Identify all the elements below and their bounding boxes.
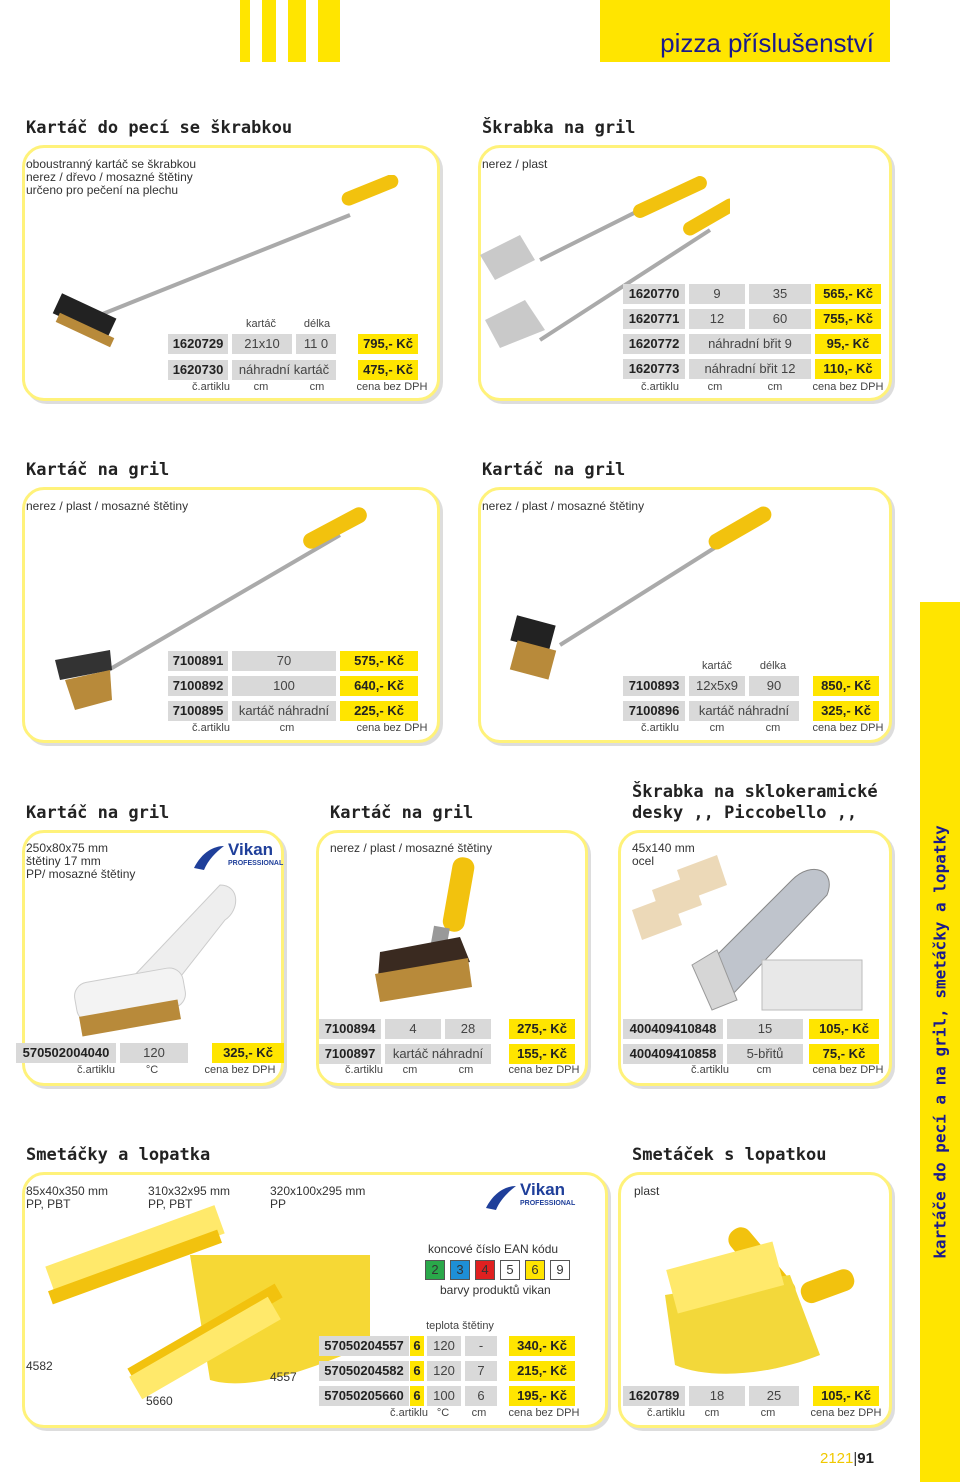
s6-r1-price: 275,- Kč <box>509 1019 575 1039</box>
s7-r2-a: 5-břitů <box>727 1044 803 1064</box>
s2-r2-a: 12 <box>689 309 745 329</box>
s8-r3-price: 195,- Kč <box>509 1386 575 1406</box>
s6-r1-size: 4 <box>385 1019 441 1039</box>
s1-foot-price: cena bez DPH <box>356 381 428 393</box>
s2-r3-code: 1620772 <box>623 334 685 354</box>
s1-r2-code: 1620730 <box>168 360 228 380</box>
s9-foot-art: č.artiklu <box>647 1407 685 1419</box>
white-grill-brush-image <box>60 880 250 1040</box>
s8-code-1: 4582 <box>26 1359 53 1373</box>
s5-foot-c: °C <box>145 1064 159 1076</box>
s9-desc: plast <box>634 1184 660 1198</box>
vikan-logo-sub: PROFESSIONAL <box>228 860 284 867</box>
ean-digit-box: 9 <box>550 1260 570 1280</box>
s3-foot-cm: cm <box>279 722 295 734</box>
s2-foot-price: cena bez DPH <box>812 381 884 393</box>
s4-r1-size: 12x5x9 <box>689 676 745 696</box>
s4-r1-len: 90 <box>749 676 799 696</box>
brush-with-dustpan-image <box>650 1215 870 1380</box>
s7-r2-code: 400409410858 <box>623 1044 723 1064</box>
s7-foot-art: č.artiklu <box>691 1064 729 1076</box>
ceramic-scraper-image <box>622 850 872 1015</box>
s2-foot-cm1: cm <box>707 381 723 393</box>
s2-r2-b: 60 <box>749 309 811 329</box>
s8-desc-1: 85x40x350 mm PP, PBT <box>26 1184 109 1211</box>
s8-r3-check: 6 <box>410 1386 424 1406</box>
s8-r3-temp: 100 <box>427 1386 461 1406</box>
s2-r4-price: 110,- Kč <box>815 359 881 379</box>
s7-heading-1: Škrabka na sklokeramické <box>632 782 878 802</box>
s7-foot-cm: cm <box>756 1064 772 1076</box>
s8-r1-len: - <box>465 1336 497 1356</box>
s8-desc-3: 320x100x295 mm PP <box>270 1184 366 1211</box>
s8-r2-check: 6 <box>410 1361 424 1381</box>
s6-desc: nerez / plast / mosazné štětiny <box>330 841 493 855</box>
s4-foot-cm2: cm <box>765 722 781 734</box>
vikan-logo-text: Vikan <box>520 1180 566 1199</box>
s2-r3-desc: náhradní břit 9 <box>689 334 811 354</box>
s5-code: 570502004040 <box>16 1043 116 1063</box>
s3-foot-art: č.artiklu <box>192 722 230 734</box>
s8-code-2: 5660 <box>146 1394 173 1408</box>
s2-r4-desc: náhradní břit 12 <box>689 359 811 379</box>
page-number <box>820 1450 874 1467</box>
ean-footer: barvy produktů vikan <box>440 1283 551 1297</box>
s4-r1-code: 7100893 <box>623 676 685 696</box>
s1-r1-price: 795,- Kč <box>358 334 418 354</box>
s8-foot-c: °C <box>436 1407 450 1419</box>
page-number-a: 2121 <box>820 1450 854 1467</box>
s4-col-kartac: kartáč <box>702 660 732 672</box>
s1-heading: Kartáč do pecí se škrabkou <box>26 118 293 138</box>
s7-r1-code: 400409410848 <box>623 1019 723 1039</box>
yellow-grill-brush-image <box>360 852 500 1017</box>
s8-foot-art: č.artiklu <box>390 1407 428 1419</box>
s3-r2-code: 7100892 <box>168 676 228 696</box>
header-bar-3 <box>288 0 306 62</box>
s7-desc: 45x140 mm ocel <box>632 841 695 868</box>
ean-title: koncové číslo EAN kódu <box>428 1242 559 1256</box>
s4-foot-cm1: cm <box>709 722 725 734</box>
s8-r1-temp: 120 <box>427 1336 461 1356</box>
grill-brush-image-2 <box>505 505 795 685</box>
vikan-logo-text: Vikan <box>228 840 274 859</box>
s2-foot-art: č.artiklu <box>641 381 679 393</box>
s4-desc: nerez / plast / mosazné štětiny <box>482 499 645 513</box>
s8-desc-2: 310x32x95 mm PP, PBT <box>148 1184 231 1211</box>
s9-foot-price: cena bez DPH <box>810 1407 882 1419</box>
s2-r3-price: 95,- Kč <box>815 334 881 354</box>
s4-foot-art: č.artiklu <box>641 722 679 734</box>
s5-foot-price: cena bez DPH <box>204 1064 276 1076</box>
s6-r1-code: 7100894 <box>319 1019 381 1039</box>
side-category-text: kartáče do pecí a na gril, smetáčky a lopatky <box>930 825 950 1259</box>
s1-r1-size: 21x10 <box>232 334 292 354</box>
s5-temp: 120 <box>120 1043 188 1063</box>
s4-col-delka: délka <box>759 660 787 672</box>
s2-r2-price: 755,- Kč <box>815 309 881 329</box>
s4-r2-code: 7100896 <box>623 701 685 721</box>
s7-r1-price: 105,- Kč <box>809 1019 879 1039</box>
s3-heading: Kartáč na gril <box>26 460 170 480</box>
s3-r3-price: 225,- Kč <box>340 701 418 721</box>
s8-r2-price: 215,- Kč <box>509 1361 575 1381</box>
s9-price: 105,- Kč <box>813 1386 879 1406</box>
s5-heading: Kartáč na gril <box>26 803 170 823</box>
s2-r1-a: 9 <box>689 284 745 304</box>
ean-digit-box: 4 <box>475 1260 495 1280</box>
s7-r1-a: 15 <box>727 1019 803 1039</box>
s8-r2-temp: 120 <box>427 1361 461 1381</box>
s2-r2-code: 1620771 <box>623 309 685 329</box>
s1-r2-price: 475,- Kč <box>358 360 418 380</box>
s2-r1-price: 565,- Kč <box>815 284 881 304</box>
s8-code-3: 4557 <box>270 1370 297 1384</box>
s3-r3-code: 7100895 <box>168 701 228 721</box>
s4-r2-desc: kartáč náhradní <box>689 701 799 721</box>
s3-r2-len: 100 <box>232 676 336 696</box>
ean-digit-box: 5 <box>500 1260 520 1280</box>
s9-a: 18 <box>689 1386 745 1406</box>
s2-heading: Škrabka na gril <box>482 118 636 138</box>
s9-foot-cm2: cm <box>760 1407 776 1419</box>
s8-r2-code: 57050204582 <box>319 1361 409 1381</box>
vikan-logo-sub: PROFESSIONAL <box>520 1200 576 1207</box>
s9-code: 1620789 <box>623 1386 685 1406</box>
s2-desc: nerez / plast <box>482 157 548 171</box>
s3-r1-price: 575,- Kč <box>340 651 418 671</box>
s1-r1-code: 1620729 <box>168 334 228 354</box>
header-bar-2 <box>262 0 276 62</box>
s1-r1-len: 11 0 <box>296 334 336 354</box>
s8-r3-len: 6 <box>465 1386 497 1406</box>
s1-col-delka: délka <box>303 318 331 330</box>
s8-heading: Smetáčky a lopatka <box>26 1145 211 1165</box>
side-category-bar <box>920 602 960 1482</box>
ean-digit-box: 3 <box>450 1260 470 1280</box>
s8-r1-price: 340,- Kč <box>509 1336 575 1356</box>
s4-r1-price: 850,- Kč <box>813 676 879 696</box>
page-number-b: 91 <box>857 1450 874 1467</box>
s7-foot-price: cena bez DPH <box>812 1064 884 1076</box>
s8-r3-code: 57050205660 <box>319 1386 409 1406</box>
s6-r2-price: 155,- Kč <box>509 1044 575 1064</box>
s6-foot-art: č.artiklu <box>345 1064 383 1076</box>
s3-desc: nerez / plast / mosazné štětiny <box>26 499 189 513</box>
s6-r1-len: 28 <box>445 1019 491 1039</box>
s9-foot-cm1: cm <box>704 1407 720 1419</box>
s2-r4-code: 1620773 <box>623 359 685 379</box>
s4-foot-price: cena bez DPH <box>812 722 884 734</box>
ean-digit-box: 6 <box>525 1260 545 1280</box>
s6-foot-cm1: cm <box>402 1064 418 1076</box>
s4-heading: Kartáč na gril <box>482 460 626 480</box>
vikan-logo-2 <box>484 1180 574 1214</box>
header-bar-1 <box>240 0 250 62</box>
vikan-logo-1 <box>192 840 284 874</box>
s8-col-temp: teplota štětiny <box>426 1320 494 1332</box>
s1-r2-desc: náhradní kartáč <box>232 360 336 380</box>
s3-r1-code: 7100891 <box>168 651 228 671</box>
s6-r2-desc: kartáč náhradní <box>385 1044 491 1064</box>
s6-foot-price: cena bez DPH <box>508 1064 580 1076</box>
s3-r3-desc: kartáč náhradní <box>232 701 336 721</box>
s1-foot-cm2: cm <box>309 381 325 393</box>
s9-b: 25 <box>749 1386 799 1406</box>
s1-foot-cm1: cm <box>253 381 269 393</box>
s6-r2-code: 7100897 <box>319 1044 381 1064</box>
s3-foot-price: cena bez DPH <box>356 722 428 734</box>
s2-r1-b: 35 <box>749 284 811 304</box>
s7-r2-price: 75,- Kč <box>809 1044 879 1064</box>
s5-foot-art: č.artiklu <box>77 1064 115 1076</box>
s6-foot-cm2: cm <box>458 1064 474 1076</box>
s2-r1-code: 1620770 <box>623 284 685 304</box>
s6-heading: Kartáč na gril <box>330 803 474 823</box>
s7-heading-2: desky ,, Piccobello ,, <box>632 803 858 823</box>
page-number-sep: | <box>853 1450 858 1467</box>
s8-r2-len: 7 <box>465 1361 497 1381</box>
s8-foot-price: cena bez DPH <box>508 1407 580 1419</box>
s1-foot-art: č.artiklu <box>192 381 230 393</box>
ean-digit-box: 2 <box>425 1260 445 1280</box>
s3-r1-len: 70 <box>232 651 336 671</box>
ean-color-row <box>425 1260 575 1280</box>
vikan-swoosh-icon <box>192 842 226 872</box>
s8-r1-code: 57050204557 <box>319 1336 409 1356</box>
header-bar-4 <box>318 0 340 62</box>
s5-price: 325,- Kč <box>212 1043 284 1063</box>
vikan-swoosh-icon <box>484 1182 518 1212</box>
s9-heading: Smetáček s lopatkou <box>632 1145 827 1165</box>
s8-foot-cm: cm <box>471 1407 487 1419</box>
s5-desc: 250x80x75 mm štětiny 17 mm PP/ mosazné štětiny <box>26 841 136 881</box>
page-title: pizza příslušenství <box>600 0 890 62</box>
s2-foot-cm2: cm <box>767 381 783 393</box>
s3-r2-price: 640,- Kč <box>340 676 418 696</box>
s8-r1-check: 6 <box>410 1336 424 1356</box>
s1-col-kartac: kartáč <box>246 318 276 330</box>
s4-r2-price: 325,- Kč <box>813 701 879 721</box>
s1-desc: oboustranný kartáč se škrabkou nerez / dřevo / mosazné štětiny určeno pro pečení na plechu <box>26 157 197 197</box>
